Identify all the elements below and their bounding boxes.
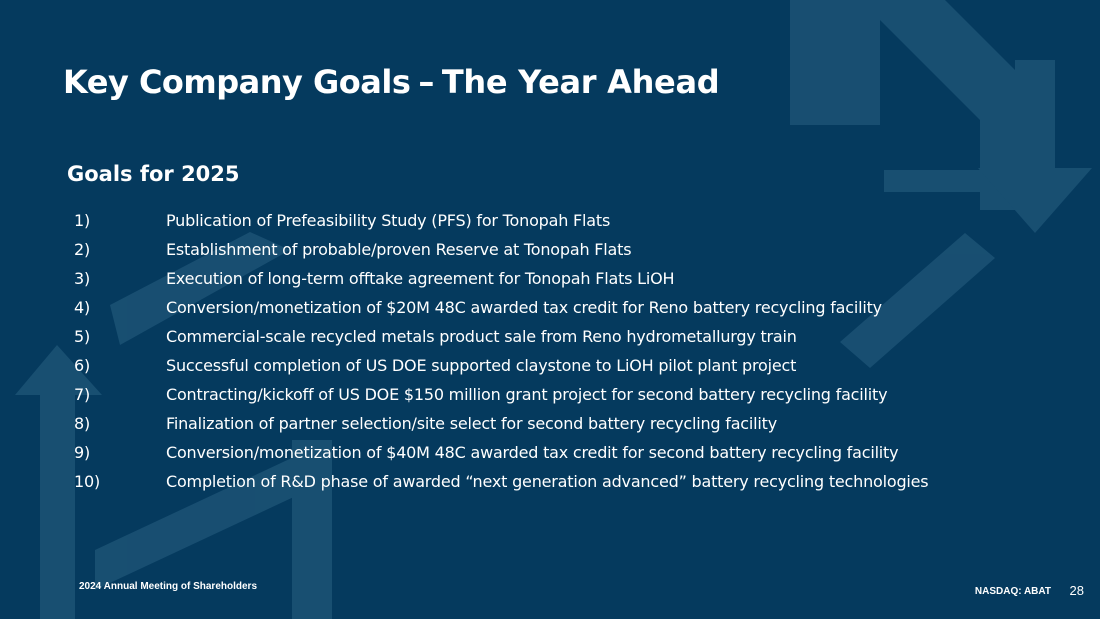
goal-item-2 [74,237,928,266]
footer-ticker: NASDAQ: ABAT [974,586,1051,597]
title-separator: – [418,63,434,101]
goal-text: Successful completion of US DOE supported claystone to LiOH pilot plant project [166,356,797,375]
goal-item-1 [74,208,928,237]
goal-text: Establishment of probable/proven Reserve at Tonopah Flats [166,240,632,259]
footer-event-label: 2024 Annual Meeting of Shareholders [79,581,258,592]
goal-number: 6) [74,356,91,375]
goal-text: Commercial-scale recycled metals product sale from Reno hydrometallurgy train [166,327,797,346]
goal-number: 1) [74,211,91,230]
goals-list [74,208,928,498]
goal-text: Conversion/monetization of $40M 48C awarded tax credit for second battery recycling facility [166,443,899,462]
goal-item-4 [74,295,928,324]
goal-item-10 [74,469,928,498]
goal-number: 8) [74,414,91,433]
page-title [63,60,719,104]
goal-item-6 [74,353,928,382]
goal-number: 10) [74,472,101,491]
goal-text: Contracting/kickoff of US DOE $150 million grant project for second battery recycling facility [166,385,888,404]
goal-number: 2) [74,240,91,259]
goal-number: 9) [74,443,91,462]
goal-item-7 [74,382,928,411]
goal-number: 4) [74,298,91,317]
goal-item-8 [74,411,928,440]
goal-number: 7) [74,385,91,404]
goal-text: Execution of long-term offtake agreement for Tonopah Flats LiOH [166,269,675,288]
goal-number: 3) [74,269,91,288]
goal-text: Conversion/monetization of $20M 48C awarded tax credit for Reno battery recycling facility [166,298,882,317]
goal-item-9 [74,440,928,469]
title-sub: The Year Ahead [441,63,720,101]
section-heading: Goals for 2025 [67,162,240,186]
goal-number: 5) [74,327,91,346]
goal-item-5 [74,324,928,353]
goal-text: Completion of R&D phase of awarded “next generation advanced” battery recycling technologies [166,472,929,491]
page-number: 28 [1069,583,1084,598]
goal-text: Publication of Prefeasibility Study (PFS) for Tonopah Flats [166,211,611,230]
title-main: Key Company Goals [63,63,411,101]
goal-item-3 [74,266,928,295]
goal-text: Finalization of partner selection/site select for second battery recycling facility [166,414,777,433]
